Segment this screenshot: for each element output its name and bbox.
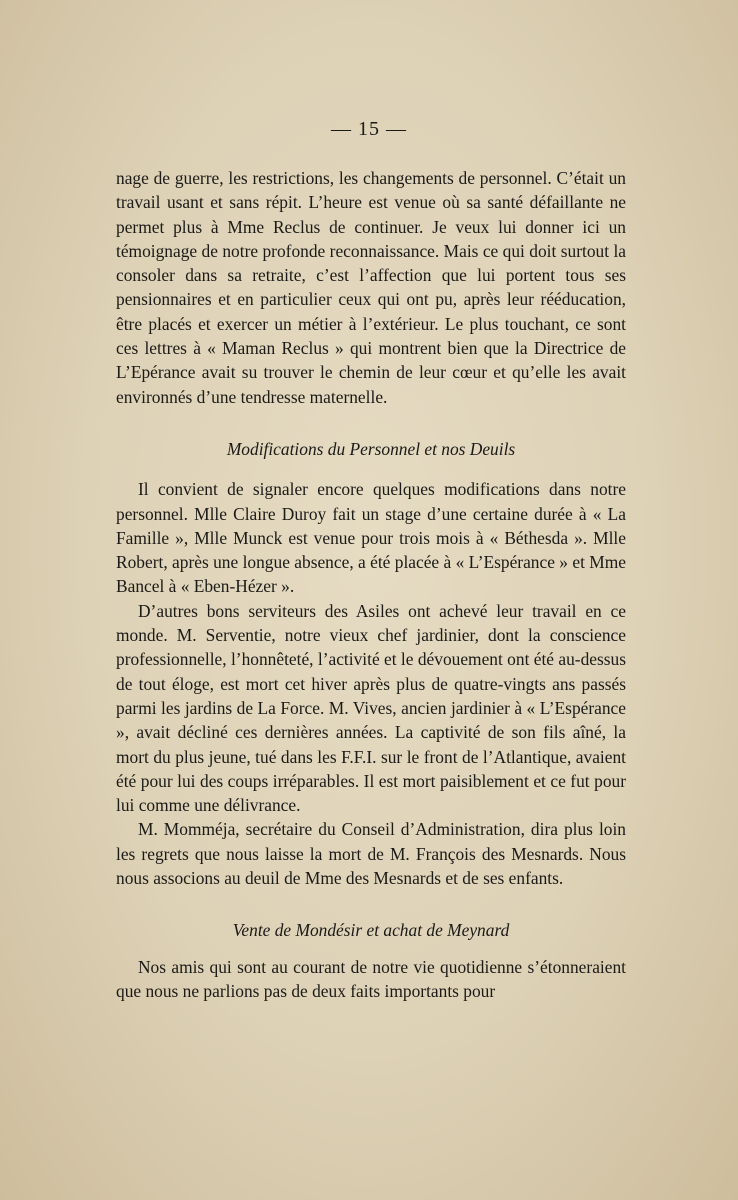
section-heading-vente: Vente de Mondésir et achat de Meynard <box>232 920 510 941</box>
paragraph: Il convient de signaler encore quelques modifications dans notre personnel. Mlle Claire Duroy fait un stage d’une certaine durée à « La Famille », Mlle Munck est venue pour trois mois à « Béthesda ». Mlle Robert, après une longue absence, a été placée à « L’Espérance » et Mme Bancel à « Eben-Hézer ». <box>116 479 626 597</box>
paragraph: D’autres bons serviteurs des Asiles ont achevé leur travail en ce monde. M. Serventie, notre vieux chef jardinier, dont la conscience professionnelle, l’honnêteté, l’activité et le dévouement ont été au-dessus de tout éloge, est mort cet hiver après plus de quatre-vingts ans passés parmi les jardins de La Force. M. Vives, ancien jardinier à « L’Espérance », avait décliné ces dernières années. La captivité de son fils aîné, la mort du plus jeune, tué dans les F.F.I. sur le front de l’Atlantique, avaient été pour lui des coups irréparables. Il est mort paisiblement et ce fut pour lui comme une délivrance. <box>116 600 626 816</box>
section-heading-modifications: Modifications du Personnel et nos Deuils <box>226 438 516 459</box>
page-number: — 15 — <box>331 118 407 140</box>
paragraph: Nos amis qui sont au courant de notre vie quotidienne s’étonneraient que nous ne parlions pas de deux faits importants pour <box>116 956 626 1001</box>
intro-paragraph: nage de guerre, les restrictions, les changements de personnel. C’était un travail usant et sans répit. L’heure est venue où sa santé défaillante ne permet plus à Mme Reclus de continuer. Je veux lui donner ici un témoignage de notre profonde reconnaissance. Mais ce qui doit surtout la consoler dans sa retraite, c’est l’affection que lui portent tous ses pensionnaires et en particulier ceux qui ont pu, après leur rééducation, être placés et exercer un métier à l’extérieur. Le plus touchant, ce sont ces lettres à « Maman Reclus » qui montrent bien que la Directrice de L’Epérance avait su trouver le chemin de leur cœur et qu’elle les avait environnés d’une tendresse maternelle. <box>116 168 626 407</box>
body-text <box>116 166 626 1003</box>
paragraph: M. Momméja, secrétaire du Conseil d’Administration, dira plus loin les regrets que nous laisse la mort de M. François des Mesnards. Nous nous associons au deuil de Mme des Mesnards et de ses enfants. <box>116 819 626 889</box>
